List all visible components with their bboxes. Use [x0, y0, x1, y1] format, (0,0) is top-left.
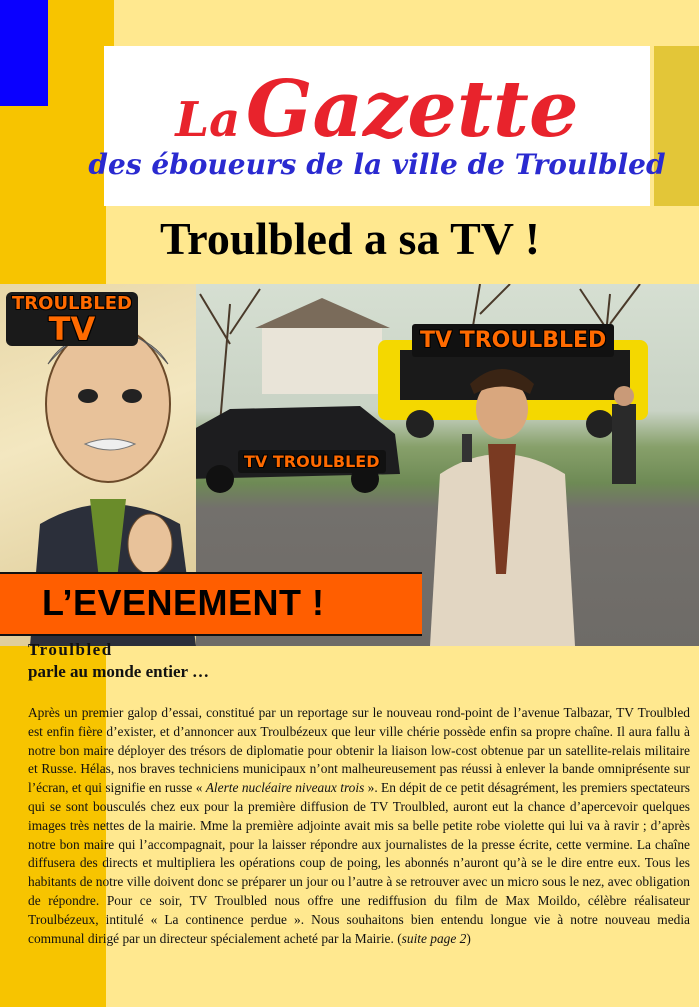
- masthead-title-gazette: Gazette: [245, 64, 579, 155]
- masthead: [88, 46, 666, 206]
- caricature-face: [46, 326, 170, 482]
- article-body-italic1: Alerte nucléaire niveaux trois: [205, 780, 365, 796]
- photo-roof: [255, 298, 390, 328]
- badge-left-line1: TROULBLED: [12, 293, 132, 314]
- event-banner: [0, 572, 422, 636]
- photo-bystander-head: [614, 386, 634, 406]
- right-accent-block: [654, 46, 699, 206]
- article-body: [28, 704, 690, 948]
- article-body-part1: Après un premier galop d’essai, constitué par un reportage sur le nouveau rond-point de l’avenue Talbazar, TV Troulbled est enfin fière d’exister, et d’annoncer aux Troulbézeux que leur ville chérie possède enfin sa propre chaîne. Il aura fallu à notre bon maire déployer des trésors de diplomatie pour obtenir la liaison low-cost obtenue par un satellite-relais militaire et Russe. Hélas, nos braves techniciens municipaux n’ont malheureusement pas réussi à enlever la bande omniprésente sur l’écran, et qui signifie en russe «: [28, 705, 690, 796]
- microphone-icon: [462, 434, 472, 462]
- article-kicker: Troulbled: [28, 640, 113, 659]
- car-sign: TV TROULBLED: [238, 450, 386, 473]
- event-banner-text: L’EVENEMENT !: [42, 582, 325, 623]
- article-body-italic2: suite page 2: [401, 930, 467, 946]
- van-sign: TV TROULBLED: [412, 324, 614, 357]
- badge-left-line2: TV: [48, 310, 96, 348]
- article-body-part2: ». En dépit de ce petit désagrément, les premiers spectateurs qui se sont bousculés chez eux pour la première diffusion de TV Troulbled, auront eut la chance d’apercevoir quelques images très nettes de la mairie. Mme la première adjointe avait mis sa belle petite robe violette qui lui va à ravir ; d’après notre bon maire qui l’accompagnait, pour la laisser répondre aux journalistes de la presse écrite, cette vermine. La chaîne diffusera des directs et multipliera les opérations coup de poing, les abonnés n’auront qu’à se le dire entre eux. Tous les habitants de notre ville doivent donc se préparer un jour ou l’autre à se retrouver avec un micro sous le nez, avec obligation de répondre. Pour ce soir, TV Troulbled nous offre une rediffusion du film de Max Moildo, célèbre réalisateur Troulbézeux, intitulé « La continence perdue ». Nous souhaitons bien entendu longue vie à notre nouveau media communal dirigé par un directeur spécialement acheté par la Mairie. (: [28, 780, 690, 946]
- caricature-eye: [78, 389, 98, 403]
- headline: Troulbled a sa TV !: [159, 213, 541, 264]
- article-body-part3: ): [466, 930, 471, 946]
- article-lead: parle au monde entier …: [28, 662, 210, 681]
- troulbled-tv-logo: [6, 292, 138, 346]
- caricature-eye-2: [122, 389, 142, 403]
- caricature-hand: [128, 514, 172, 574]
- photo-car-wheel: [206, 465, 234, 493]
- masthead-title: [104, 64, 650, 155]
- blue-corner-block: [0, 0, 48, 106]
- masthead-title-la: La: [175, 92, 241, 148]
- photo-bystander: [612, 404, 636, 484]
- photo-van-wheel-2: [586, 410, 614, 438]
- photo-van-wheel: [406, 410, 434, 438]
- photo-building: [262, 324, 382, 394]
- masthead-subtitle: des éboueurs de la ville de Troulbled: [88, 148, 666, 181]
